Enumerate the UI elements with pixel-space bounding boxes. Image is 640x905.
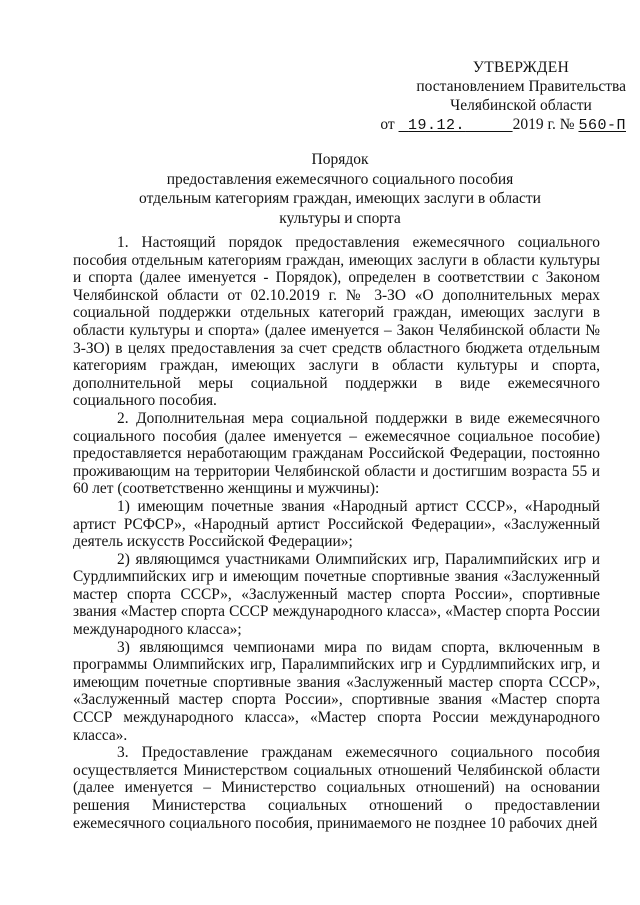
year-suffix: 2019 г. № — [512, 116, 575, 133]
paragraph-2: 2. Дополнительная мера социальной поддержки в виде ежемесячного социального пособия (далее именуется – ежемесячное социальное пособие) предоставляется неработающим гражданам Российской Федерации, постоянно проживающим на территории Челябинской области и достигшим возраста 55 и 60 лет (соответственно женщины и мужчины): — [73, 409, 600, 498]
approval-region-line: Челябинской области — [450, 97, 592, 114]
handwritten-date: 19.12. — [408, 117, 466, 134]
document-title — [70, 150, 610, 228]
handwritten-decree-number: 560-П — [578, 117, 626, 134]
title-line-4: культуры и спорта — [279, 209, 401, 227]
date-prefix: от — [380, 116, 395, 133]
paragraph-2-item-3: 3) являющимся чемпионами мира по видам спорта, включенным в программы Олимпийских игр, Паралимпийских игр и Сурдлимпийских игр, и имеющим почетные спортивные звания «Заслуженный мастер спорта СССР», «Заслуженный мастер спорта России», спортивные звания «Мастер спорта СССР международного класса», «Мастер спорта России международного класса». — [73, 638, 600, 744]
decree-date-number-line — [376, 115, 626, 135]
paragraph-2-item-1: 1) имеющим почетные звания «Народный артист СССР», «Народный артист РСФСР», «Народный артист Российской Федерации», «Заслуженный деятель искусств Российской Федерации»; — [73, 497, 600, 551]
approval-authority-line: постановлением Правительства — [416, 78, 626, 95]
title-line-2: предоставления ежемесячного социального пособия — [166, 170, 514, 188]
title-line-3: отдельным категориям граждан, имеющих заслуги в области — [139, 190, 541, 207]
paragraph-1: 1. Настоящий порядок предоставления ежемесячного социального пособия отдельным категориям граждан, имеющих заслуги в области культуры и спорта (далее именуется - Порядок), определен в соответствии с Законом Челябинской области от 02.10.2019 г. № 3-ЗО «О дополнительных мерах социальной поддержки отдельных категорий граждан, имеющих заслуги в области культуры и спорта» (далее именуется – Закон Челябинской области № 3-ЗО) в целях предоставления за счет средств областного бюджета отдельным категориям граждан, имеющих заслуги в области культуры и спорта, дополнительной меры социальной поддержки в виде ежемесячного социального пособия. — [73, 234, 600, 410]
document-body — [73, 234, 600, 832]
approval-stamp-block — [376, 58, 626, 135]
paragraph-2-item-2: 2) являющимся участниками Олимпийских игр, Паралимпийских игр и Сурдлимпийских игр и имеющим почетные спортивные звания «Заслуженный мастер спорта СССР», «Заслуженный мастер спорта России», спортивные звания «Мастер спорта СССР международного класса», «Мастер спорта России международного класса»; — [73, 550, 600, 639]
title-line-1: Порядок — [311, 151, 369, 168]
paragraph-3: 3. Предоставление гражданам ежемесячного социального пособия осуществляется Министерством социальных отношений Челябинской области (далее именуется – Министерство социальных отношений) на основании решения Министерства социальных отношений о предоставлении ежемесячного социального пособия, принимаемого не позднее 10 рабочих дней — [73, 744, 600, 832]
approved-heading: УТВЕРЖДЕН — [472, 59, 570, 76]
